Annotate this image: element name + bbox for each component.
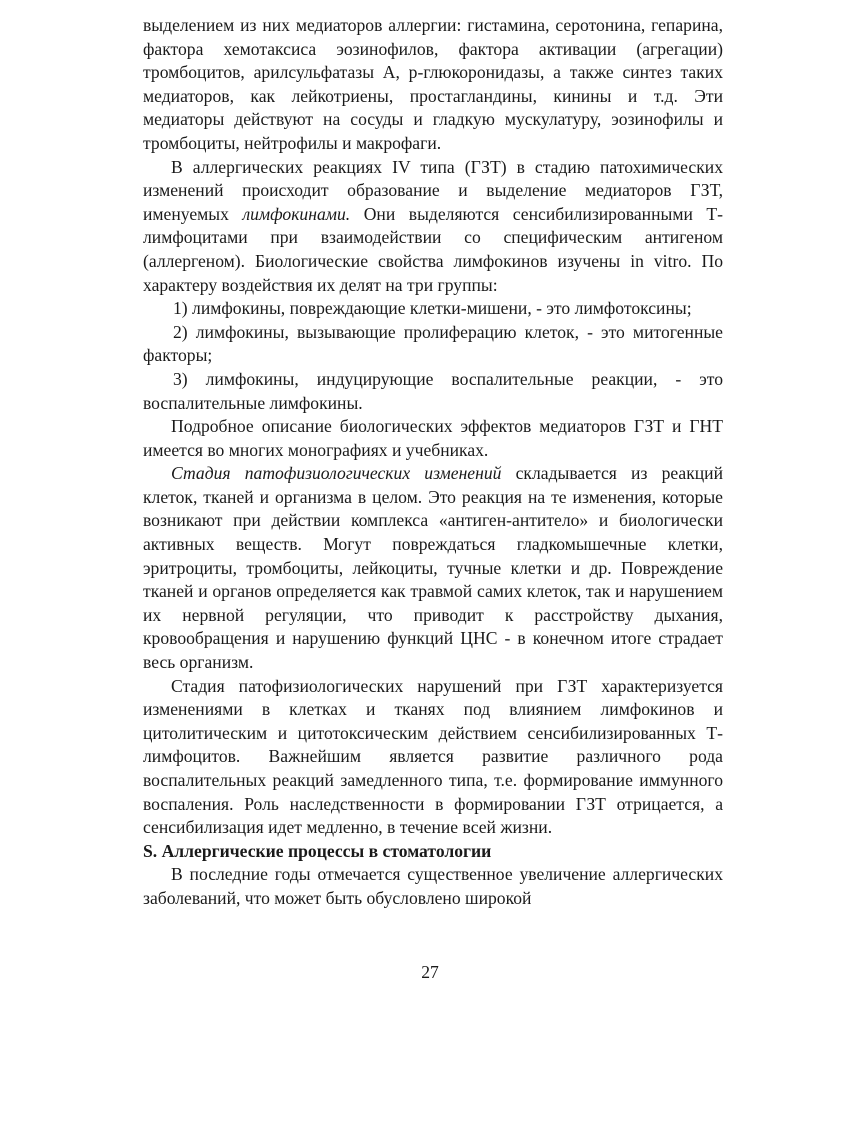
section-heading: S. Аллергические процессы в стоматологии xyxy=(143,840,492,861)
paragraph-type-iv-reactions xyxy=(143,156,723,298)
paragraph-pathophysiological-stage xyxy=(143,462,723,674)
paragraph-monographs: Подробное описание биологических эффектов медиаторов ГЗТ и ГНТ имеется во многих монографиях и учебниках. xyxy=(143,416,723,460)
paragraph-text: Они выделяются сенсибилизированными Т-лимфоцитами при взаимодействии со специфическим антигеном (аллергеном). Биологические свойства лимфокинов изучены in vitro. По характеру воздействия их делят на три группы: xyxy=(143,203,724,295)
page-number: 27 xyxy=(421,962,439,982)
paragraph-recent-years: В последние годы отмечается существенное увеличение аллергических заболеваний, что может быть обусловлено широкой xyxy=(143,864,723,908)
paragraph-mediators: выделением из них медиаторов аллергии: гистамина, серотонина, гепарина, фактора хемотаксиса эозинофилов, фактора активации (агрегации) тромбоцитов, арилсульфатазы А, р-глюкоронидазы, а также синтез таких медиаторов, как лейкотриены, простагландины, кинины и т.д. Эти медиаторы действуют на сосуды и гладкую мускулатуру, эозинофилы и тромбоциты, нейтрофилы и макрофаги. xyxy=(143,15,723,153)
paragraph-text: В аллергических реакциях IV типа (ГЗТ) в стадию патохимических изменений происходит образование и выделение медиаторов ГЗТ, именуемых xyxy=(143,156,723,224)
list-item-inflammatory-lymphokines: 3) лимфокины, индуцирующие воспалительные реакции, - это воспалительные лимфокины. xyxy=(143,368,723,413)
list-item-lymphotoxins: 1) лимфокины, повреждающие клетки-мишени, - это лимфотоксины; xyxy=(173,298,692,319)
paragraph-text: складывается из реакций клеток, тканей и организма в целом. Это реакция на те изменения, которые возникают при действии комплекса «антиген-антитело» и биологически активных веществ. Могут повреждаться гладкомышечные клетки, эритроциты, тромбоциты, лейкоциты, тучные клетки и др. Повреждение тканей и органов определяется как травмой самих клеток, так и нарушением их нервной регуляции, что приводит к расстройству дыхания, кровообращения и нарушению функций ЦНС - в конечном итоге страдает весь организм. xyxy=(143,463,723,673)
paragraph-dth-disorders: Стадия патофизиологических нарушений при ГЗТ характеризуется изменениями в клетках и тканях под влиянием лимфокинов и цитолитическим и цитотоксическим действием сенсибилизированных Т-лимфоцитов. Важнейшим является развитие различного рода воспалительных реакций замедленного типа, т.е. формирование иммунного воспаления. Роль наследственности в формировании ГЗТ отрицается, а сенсибилизация идет медленно, в течение всей жизни. xyxy=(143,675,723,838)
page-body xyxy=(143,14,723,911)
italic-term-lymphokines: лимфокинами. xyxy=(242,203,351,224)
italic-term-stage: Стадия патофизиологических изменений xyxy=(171,463,502,484)
list-item-mitogenic-factors: 2) лимфокины, вызывающие пролиферацию клеток, - это митогенные факторы; xyxy=(143,321,723,366)
